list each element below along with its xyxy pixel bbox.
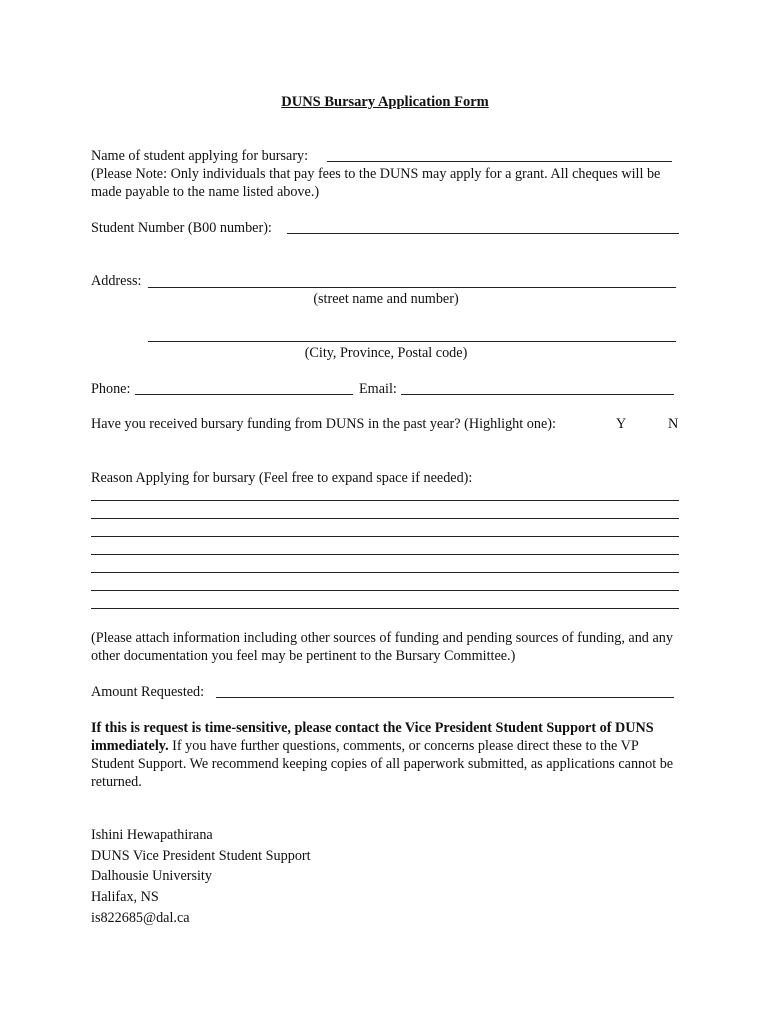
reason-line[interactable] — [91, 536, 679, 537]
amount-field[interactable] — [216, 697, 674, 698]
attach-note: (Please attach information including other sources of funding and pending sources of funding, and any other documentation you feel may be pertinent to the Bursary Committee.) — [91, 630, 673, 664]
reason-label: Reason Applying for bursary (Feel free to expand space if needed): — [91, 470, 473, 486]
email-field[interactable] — [401, 394, 674, 395]
phone-field[interactable] — [135, 394, 353, 395]
contact-role: DUNS Vice President Student Support — [91, 848, 311, 864]
form-title: DUNS Bursary Application Form — [281, 94, 489, 110]
phone-label: Phone: — [91, 381, 131, 397]
reason-line[interactable] — [91, 518, 679, 519]
contact-university: Dalhousie University — [91, 868, 212, 884]
funding-no-option[interactable]: N — [668, 416, 679, 432]
reason-line[interactable] — [91, 572, 679, 573]
address-street-caption: (street name and number) — [313, 291, 459, 307]
reason-line[interactable] — [91, 608, 679, 609]
name-note: (Please Note: Only individuals that pay fees to the DUNS may apply for a grant. All cheques will be made payable to the name listed above.) — [91, 166, 661, 200]
reason-line[interactable] — [91, 500, 679, 501]
student-name-field[interactable] — [327, 161, 672, 162]
address-city-field[interactable] — [148, 341, 676, 342]
address-street-field[interactable] — [148, 287, 676, 288]
funding-question: Have you received bursary funding from DUNS in the past year? (Highlight one): — [91, 416, 556, 432]
address-label: Address: — [91, 273, 142, 289]
contact-email[interactable]: is822685@dal.ca — [91, 910, 190, 926]
student-number-label: Student Number (B00 number): — [91, 220, 272, 236]
reason-line[interactable] — [91, 590, 679, 591]
amount-label: Amount Requested: — [91, 684, 205, 700]
student-number-field[interactable] — [287, 233, 679, 234]
urgent-notice-bold: If this is request is time-sensitive, please contact the Vice President Student Support of DUNS immediately. — [91, 720, 654, 754]
reason-line[interactable] — [91, 554, 679, 555]
student-name-label: Name of student applying for bursary: — [91, 148, 309, 164]
urgent-notice-text: If you have further questions, comments, or concerns please direct these to the VP Student Support. We recommend keeping copies of all paperwork submitted, as applications cannot be returned. — [91, 738, 674, 790]
contact-city: Halifax, NS — [91, 889, 159, 905]
email-label: Email: — [359, 381, 397, 397]
urgent-notice — [91, 719, 683, 791]
address-city-caption: (City, Province, Postal code) — [304, 345, 468, 361]
funding-yes-option[interactable]: Y — [616, 416, 627, 432]
contact-name: Ishini Hewapathirana — [91, 827, 213, 843]
